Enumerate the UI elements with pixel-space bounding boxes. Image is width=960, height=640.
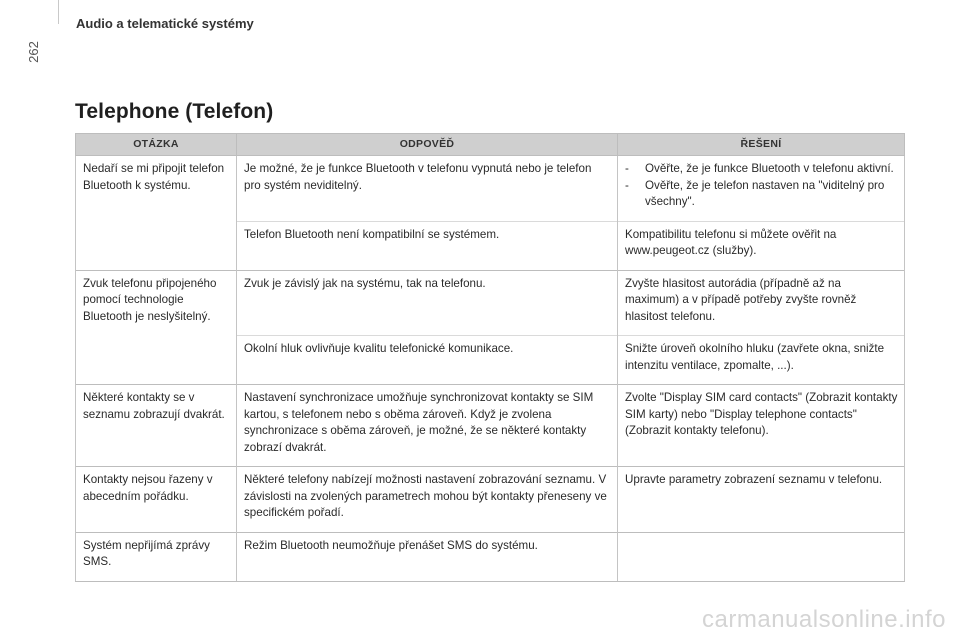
question-cell: Kontakty nejsou řazeny v abecedním pořádku. (76, 467, 237, 533)
answer-cell: Okolní hluk ovlivňuje kvalitu telefonické komunikace. (237, 336, 618, 385)
running-header: Audio a telematické systémy (76, 16, 254, 31)
answer-cell: Nastavení synchronizace umožňuje synchronizovat kontakty se SIM kartou, s telefonem nebo s oběma zároveň. Když je zvolena synchronizace s oběma zároveň, je možné, že se některé kontakty zobrazí dvakrát. (237, 385, 618, 467)
page-number: 262 (26, 41, 41, 63)
table-row (76, 270, 905, 336)
watermark: carmanualsonline.info (702, 606, 946, 633)
solution-cell: Zvolte "Display SIM card contacts" (Zobrazit kontakty SIM karty) nebo "Display telephone contacts" (Zobrazit kontakty telefonu). (618, 385, 905, 467)
header-answer: ODPOVĚĎ (237, 134, 618, 156)
table-row (76, 532, 905, 581)
solution-cell: Zvyšte hlasitost autorádia (případně až na maximum) a v případě potřeby zvyšte rovněž hlasitost telefonu. (618, 270, 905, 336)
header-question: OTÁZKA (76, 134, 237, 156)
side-rule (58, 0, 59, 24)
question-cell: Systém nepřijímá zprávy SMS. (76, 532, 237, 581)
question-cell: Některé kontakty se v seznamu zobrazují dvakrát. (76, 385, 237, 467)
solution-cell: Kompatibilitu telefonu si můžete ověřit na www.peugeot.cz (služby). (618, 221, 905, 270)
answer-cell: Zvuk je závislý jak na systému, tak na telefonu. (237, 270, 618, 336)
solution-list-item: - Ověřte, že je funkce Bluetooth v telefonu aktivní. (625, 161, 898, 178)
table-header-row (76, 134, 905, 156)
question-cell: Nedaří se mi připojit telefon Bluetooth k systému. (76, 156, 237, 271)
question-cell: Zvuk telefonu připojeného pomocí technologie Bluetooth je neslyšitelný. (76, 270, 237, 385)
table-row (76, 385, 905, 467)
table-row (76, 156, 905, 222)
answer-cell: Telefon Bluetooth není kompatibilní se systémem. (237, 221, 618, 270)
troubleshooting-table (75, 133, 905, 582)
table-row (76, 467, 905, 533)
answer-cell: Režim Bluetooth neumožňuje přenášet SMS do systému. (237, 532, 618, 581)
solution-cell: Upravte parametry zobrazení seznamu v telefonu. (618, 467, 905, 533)
answer-cell: Je možné, že je funkce Bluetooth v telefonu vypnutá nebo je telefon pro systém neviditelný. (237, 156, 618, 222)
answer-cell: Některé telefony nabízejí možnosti nastavení zobrazování seznamu. V závislosti na zvolených parametrech mohou být kontakty přeneseny ve specifickém pořadí. (237, 467, 618, 533)
solution-cell (618, 156, 905, 222)
solution-list-item: - Ověřte, že je telefon nastaven na "viditelný pro všechny". (625, 178, 898, 211)
solution-cell (618, 532, 905, 581)
solution-cell: Snižte úroveň okolního hluku (zavřete okna, snižte intenzitu ventilace, zpomalte, ...). (618, 336, 905, 385)
solution-list (625, 161, 898, 211)
header-solution: ŘEŠENÍ (618, 134, 905, 156)
section-title: Telephone (Telefon) (75, 100, 274, 123)
